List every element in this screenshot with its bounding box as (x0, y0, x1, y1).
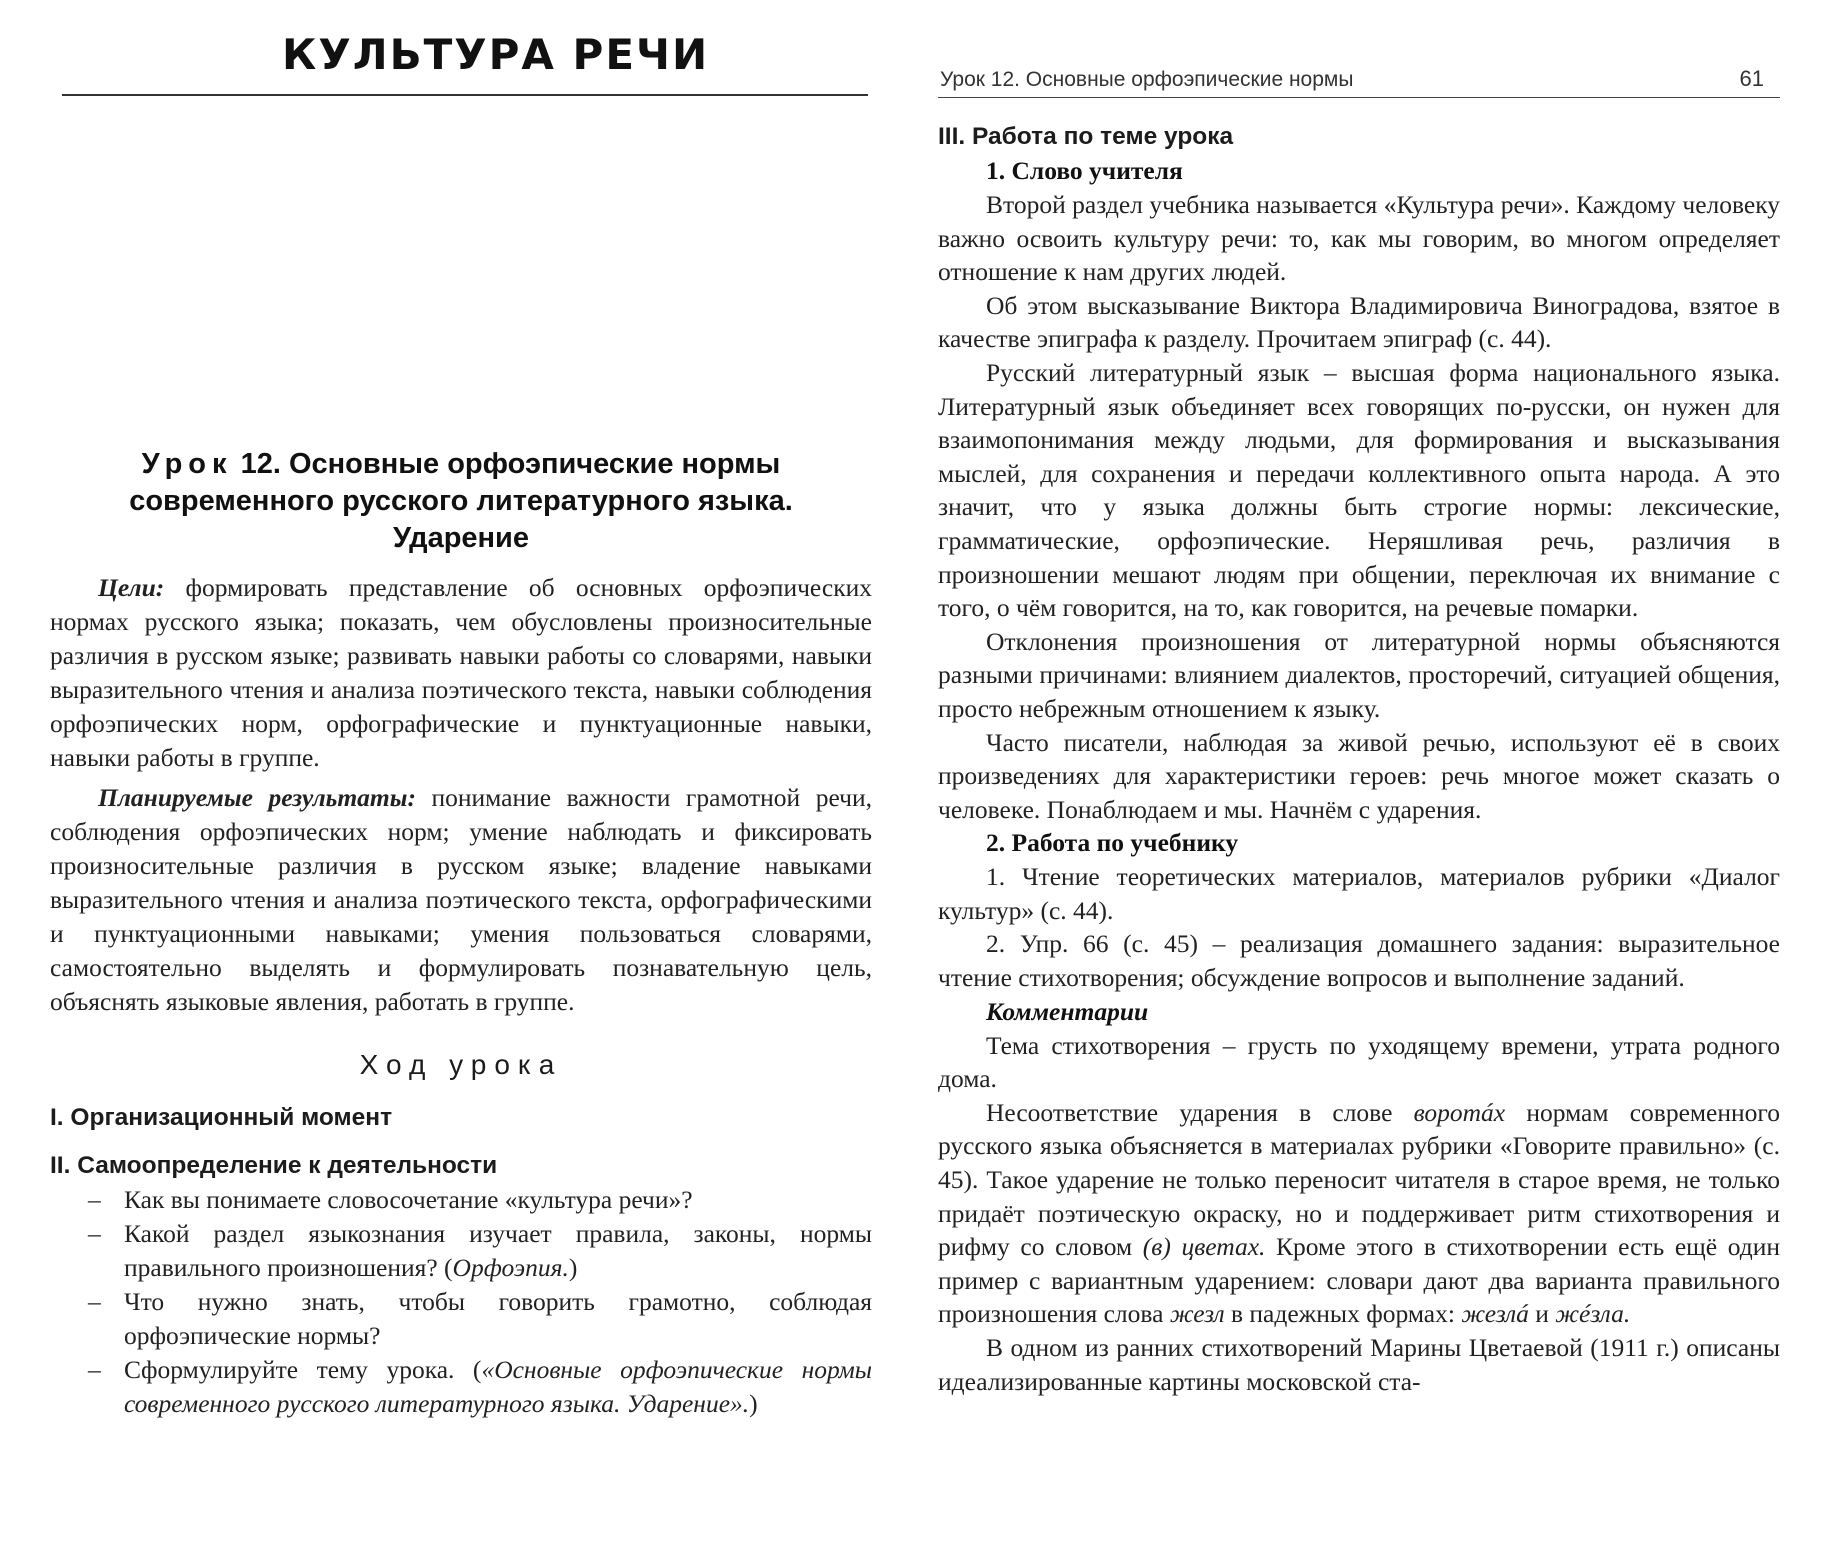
paragraph: Об этом высказывание Виктора Владимировича Виноградова, взятое в качестве эпиграфа к разделу. Прочитаем эпиграф (с. 44). (938, 290, 1780, 354)
running-head (938, 66, 1780, 98)
paragraph: 1. Чтение теоретических материалов, материалов рубрики «Диалог культур» (с. 44). (938, 862, 1780, 925)
section-header: КУЛЬТУРА РЕЧИ (282, 30, 710, 79)
question-close: ) (568, 1253, 578, 1282)
italic-word: жéзла. (1555, 1299, 1631, 1329)
header-rule (62, 94, 868, 96)
subheading-textbook-work: 2. Работа по учебнику (986, 828, 1239, 858)
question-text: Какой раздел языкознания изучает правила, законы, нормы правильного произношения? ( (124, 1219, 872, 1282)
section-2-heading: II. Самоопределение к деятельности (50, 1152, 498, 1179)
comments-label: Комментарии (986, 996, 1149, 1026)
stress-paragraph (938, 1096, 1780, 1331)
text-run: Несоответствие ударения в слове (986, 1097, 1414, 1127)
question-text: Как вы понимаете словосочетание «культура речи»? (124, 1185, 693, 1214)
text-run: Кроме этого в стихотворении есть ещё один пример с вариантным ударением: словари дают два варианта правильного произношения слова (938, 1232, 1780, 1329)
italic-word: жезлá (1461, 1299, 1529, 1329)
dash: – (88, 1219, 101, 1248)
lesson-title-line2: современного русского литературного языка. (129, 485, 793, 517)
goals-text: формировать представление об основных орфоэпических нормах русского языка; показать, чем обусловлены произносительные различия в русском языке; развивать навыки работы со словарями, навыки выразительного чтения и анализа поэтического текста, навыки соблюдения орфоэпических норм, орфографические и пунктуационные навыки, навыки работы в группе. (50, 573, 872, 772)
question-item (88, 1217, 872, 1285)
questions-list (50, 1183, 872, 1421)
paragraph: Второй раздел учебника называется «Культура речи». Каждому человеку важно освоить культуру речи: то, как мы говорим, во многом определяет отношение к нам других людей. (938, 190, 1780, 287)
text-run: нормам современного русского языка объясняется в материалах рубрики «Говорите правильно» (с. 45). Такое ударение не только переносит читателя в старое время, не только придаёт поэтическую окраску, но и поддерживает ритм стихотворения и рифму со словом (938, 1097, 1780, 1262)
text-run: в падежных формах: (1224, 1299, 1462, 1329)
question-answer: Орфоэпия. (452, 1253, 569, 1282)
page-number: 61 (1739, 66, 1764, 91)
lesson-title (50, 446, 872, 557)
question-answer: «Основные орфоэпические нормы современного русского литературного языка. Ударение». (124, 1355, 872, 1418)
question-item (88, 1353, 872, 1421)
lesson-title-line1: 12. Основные орфоэпические нормы (240, 448, 781, 480)
results-text: понимание важности грамотной речи, соблюдения орфоэпических норм; умение наблюдать и фиксировать произносительные различия в русском языке; владение навыками выразительного чтения и анализа поэтического текста, орфографическими и пунктуационными навыками; умения пользоваться словарями, самостоятельно выделять и формулировать познавательную цель, объяснять языковые явления, работать в группе. (50, 783, 873, 1016)
results-paragraph (50, 781, 872, 1019)
text-run: и (1528, 1299, 1556, 1329)
right-content (938, 120, 1780, 1398)
italic-word: жезл (1169, 1299, 1225, 1329)
lesson-word: Урок (141, 448, 233, 480)
question-text: Что нужно знать, чтобы говорить грамотно, соблюдая орфоэпические нормы? (124, 1287, 872, 1350)
question-text: Сформулируйте тему урока. ( (124, 1355, 482, 1384)
paragraph: Русский литературный язык – высшая форма национального языка. Литературный язык объединяет всех говорящих по-русски, он нужен для взаимопонимания между людьми, для формирования и высказывания мыслей, для сохранения и передачи коллективного опыта народа. А это значит, что у языка должны быть строгие нормы: лексические, грамматические, орфоэпические. Неряшливая речь, различия в произношении мешают людям при общении, переключая их внимание с того, о чём говорится, на то, как говорится, на речевые помарки. (938, 357, 1780, 623)
paragraph: 2. Упр. 66 (с. 45) – реализация домашнего задания: выразительное чтение стихотворения; обсуждение вопросов и выполнение заданий. (938, 929, 1780, 993)
paragraph: Отклонения произношения от литературной нормы объясняются разными причинами: влиянием диалектов, просторечий, ситуацией общения, просто небрежным отношением к языку. (938, 626, 1780, 723)
section-3-heading: III. Работа по теме урока (938, 123, 1234, 150)
course-heading: Ход урока (359, 1049, 563, 1080)
left-content (50, 446, 872, 1421)
paragraph: Часто писатели, наблюдая за живой речью, используют её в своих произведениях для характеристики героев: речь многое может сказать о человеке. Понаблюдаем и мы. Начнём с ударения. (938, 727, 1780, 824)
question-close: ) (749, 1389, 758, 1418)
paragraph: Тема стихотворения – грусть по уходящему времени, утрата родного дома. (938, 1030, 1780, 1094)
dash: – (88, 1355, 101, 1384)
goals-label: Цели: (98, 573, 165, 602)
results-label: Планируемые результаты: (98, 783, 416, 812)
question-item (88, 1183, 872, 1217)
question-item (88, 1285, 872, 1353)
dash: – (88, 1287, 101, 1316)
lesson-title-line3: Ударение (392, 522, 530, 554)
italic-word: (в) цветах. (1142, 1232, 1266, 1262)
section-1-heading: I. Организационный момент (50, 1104, 393, 1131)
italic-word: воротáх (1413, 1097, 1506, 1127)
left-page (50, 0, 872, 1545)
running-head-title: Урок 12. Основные орфоэпические нормы (940, 68, 1354, 91)
subheading-teacher-word: 1. Слово учителя (986, 156, 1183, 185)
dash: – (88, 1185, 101, 1214)
right-page (938, 0, 1780, 1545)
paragraph: В одном из ранних стихотворений Марины Цветаевой (1911 г.) описаны идеализированные картины московской ста- (938, 1333, 1780, 1396)
goals-paragraph (50, 571, 872, 775)
